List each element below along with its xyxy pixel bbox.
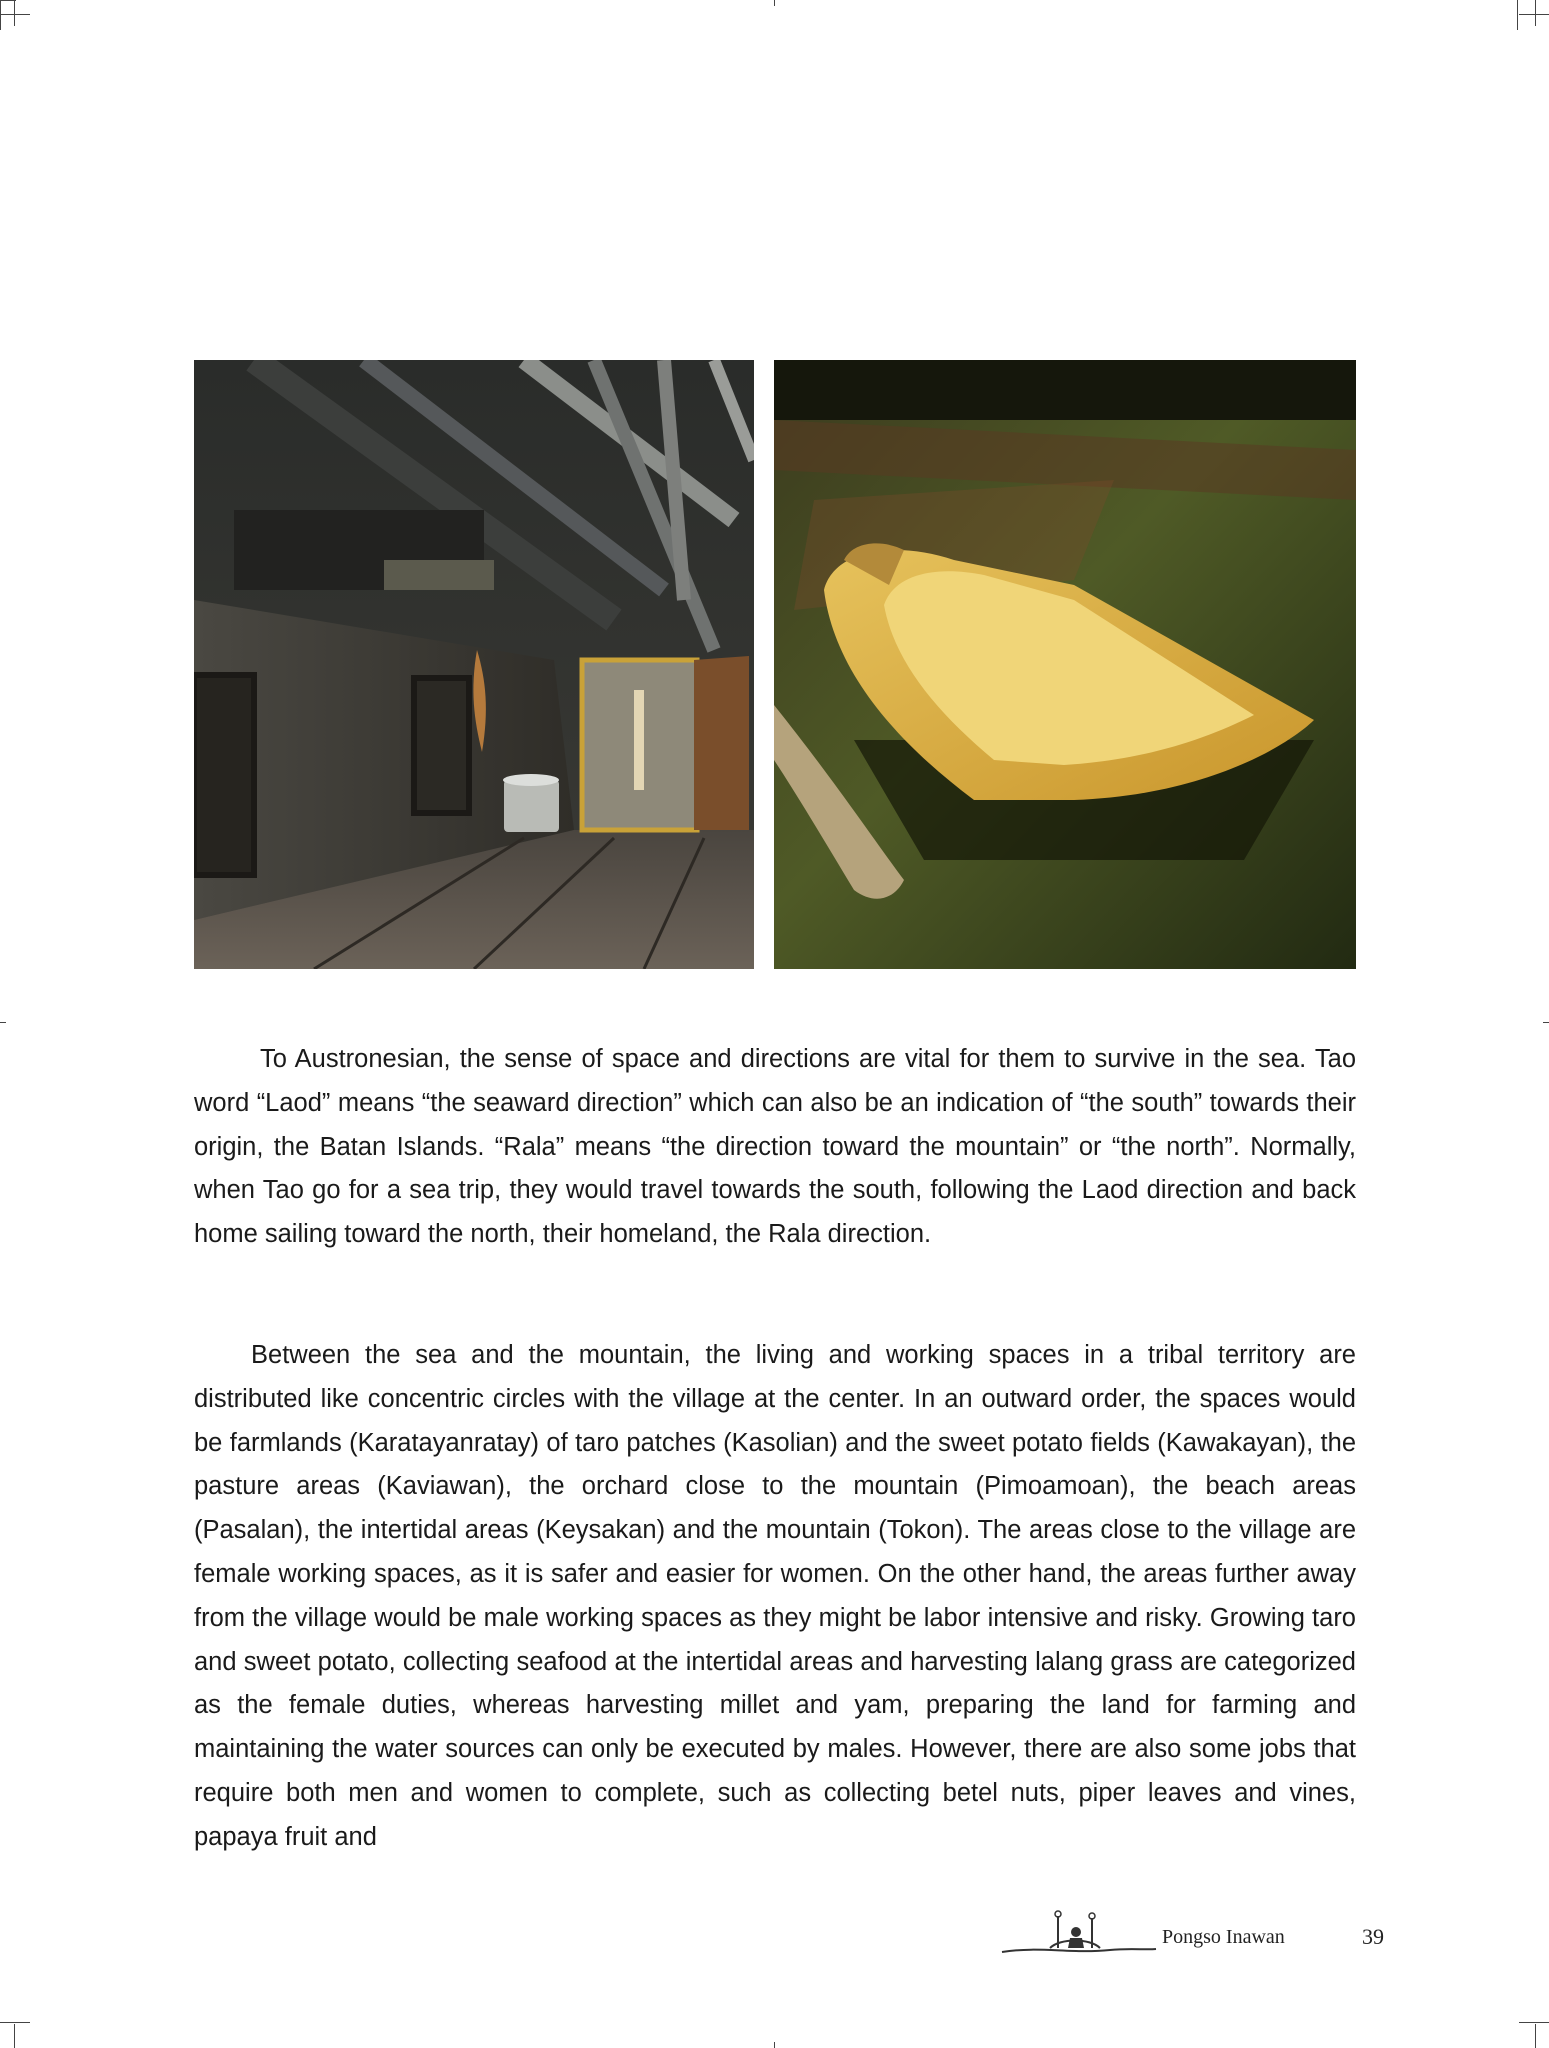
- crop-mark: [0, 1022, 6, 1023]
- crop-mark: [0, 2022, 30, 2023]
- crop-mark: [0, 0, 1, 30]
- crop-mark: [774, 0, 775, 6]
- photo-wooden-scoop: [774, 360, 1356, 969]
- crop-mark: [1517, 0, 1518, 30]
- crop-mark: [1519, 14, 1549, 15]
- footer-book-title: Pongso Inawan: [1162, 1926, 1285, 1948]
- photo-house-interior: [194, 360, 754, 969]
- crop-mark: [1535, 0, 1536, 26]
- crop-mark: [14, 2024, 15, 2048]
- body-paragraph: Between the sea and the mountain, the living and working spaces in a tribal territory are distributed like concentric circles with the village at the center. In an outward order, the spaces would be farmlands (Karatayanratay) of taro patches (Kasolian) and the sweet potato fields (Kawakayan), the pasture areas (Kaviawan), the orchard close to the mountain (Pimoamoan), the beach areas (Pasalan), the intertidal areas (Keysakan) and the mountain (Tokon). The areas close to the village are female working spaces, as it is safer and easier for women. On the other hand, the areas further away from the village would be male working spaces as they might be labor intensive and risky. Growing taro and sweet potato, collecting seafood at the intertidal areas and harvesting lalang grass are categorized as the female duties, whereas harvesting millet and yam, preparing the land for farming and maintaining the water sources can only be executed by males. However, there are also some jobs that require both men and women to complete, such as collecting betel nuts, piper leaves and vines, papaya fruit and: [194, 1341, 1356, 1851]
- crop-mark: [0, 14, 30, 15]
- body-paragraph: To Austronesian, the sense of space and directions are vital for them to survive in the sea. Tao word “Laod” means “the seaward direction” which can also be an indication of “the south” towards their origin, the Batan Islands. “Rala” means “the direction toward the mountain” or “the north”. Normally, when Tao go for a sea trip, they would travel towards the south, following the Laod direction and back home sailing toward the north, their homeland, the Rala direction.: [194, 1045, 1356, 1249]
- boat-emblem-icon: [1000, 1908, 1158, 1960]
- crop-mark: [1519, 2022, 1549, 2023]
- page-number: 39: [1362, 1924, 1384, 1949]
- crop-mark: [1535, 2024, 1536, 2048]
- crop-mark: [1543, 1022, 1549, 1023]
- crop-mark: [774, 2042, 775, 2048]
- crop-mark: [14, 0, 15, 26]
